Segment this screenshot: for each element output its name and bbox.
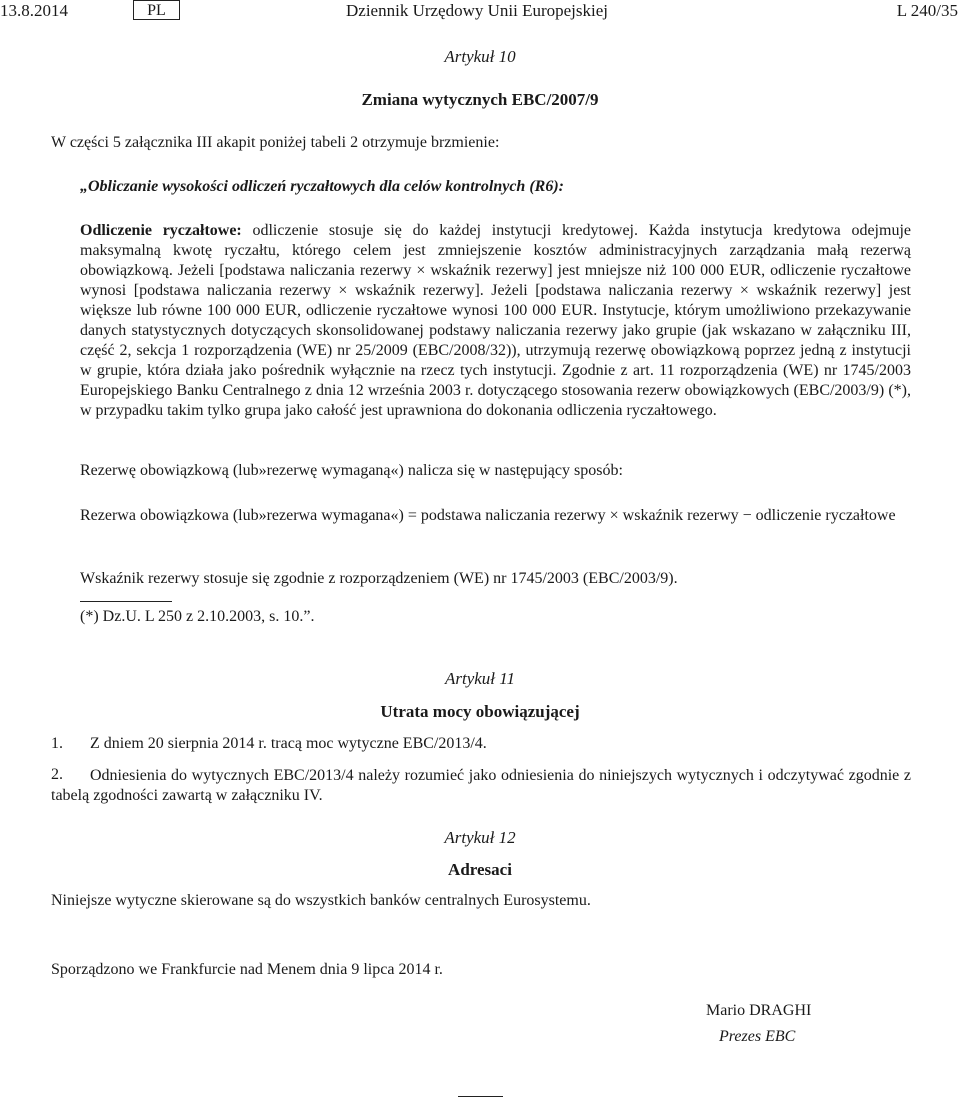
list-item-number: 1.: [51, 735, 63, 752]
place-and-date: Sporządzono we Frankfurcie nad Menem dnia 9 lipca 2014 r.: [51, 961, 443, 978]
article-11-title: Utrata mocy obowiązującej: [380, 702, 580, 721]
list-item-number: 2.: [51, 766, 63, 783]
reserve-ratio-paragraph: Wskaźnik rezerwy stosuje się zgodnie z rozporządzeniem (WE) nr 1745/2003 (EBC/2003/9).: [80, 570, 678, 587]
definition-text: odliczenie stosuje się do każdej instytucji kredytowej. Każda instytucja kredytowa odejmuje maksymalną kwotę ryczałtu, którego celem jest zmniejszenie kosztów administracyjnych zarządzania małą rezerwą obowiązkową. Jeżeli [podstawa naliczania rezerwy × wskaźnik rezerwy] jest mniejsze niż 100 000 EUR, odliczenie ryczałtowe wynosi [podstawa naliczania rezerwy × wskaźnik rezerwy]. Jeżeli [podstawa naliczania rezerwy × wskaźnik rezerwy] jest większe lub równe 100 000 EUR, odliczenie ryczałtowe wynosi 100 000 EUR. Instytucje, którym umożliwiono przekazywanie danych statystycznych dotyczących skonsolidowanej podstawy naliczania rezerwy jako grupie (jak wskazano w załączniku III, część 2, sekcja 1 rozporządzenia (WE) nr 25/2009 (EBC/2008/32)), utrzymują rezerwę obowiązkową poprzez jedną z instytucji w grupie, która działa jako pośrednik wyłącznie na rzecz tych instytucji. Zgodnie z art. 11 rozporządzenia (WE) nr 1745/2003 Europejskiego Banku Centralnego z dnia 12 września 2003 r. dotyczącego stosowania rezerw obowiązkowych (EBC/2003/9) (*), w przypadku takim tylko grupa jako całość jest uprawniona do dokonania odliczenia ryczałtowego.: [80, 222, 911, 419]
article-10-intro: W części 5 załącznika III akapit poniżej tabeli 2 otrzymuje brzmienie:: [51, 134, 500, 151]
reserve-calculation-paragraph: Rezerwę obowiązkową (lub»rezerwę wymaganą«) nalicza się w następujący sposób:: [80, 462, 623, 479]
definition-term: Odliczenie ryczałtowe:: [80, 222, 242, 239]
page-reference: L 240/35: [896, 1, 958, 20]
article-12-label: Artykuł 12: [444, 828, 516, 847]
article-11-label: Artykuł 11: [444, 669, 516, 688]
reserve-formula: Rezerwa obowiązkowa (lub»rezerwa wymagana«) = podstawa naliczania rezerwy × wskaźnik rezerwy − odliczenie ryczałtowe: [80, 507, 896, 524]
article-12-text: Niniejsze wytyczne skierowane są do wszystkich banków centralnych Eurosystemu.: [51, 892, 591, 909]
article-10-label: Artykuł 10: [444, 47, 516, 66]
header-date: 13.8.2014: [0, 1, 68, 20]
article-12-title: Adresaci: [448, 860, 512, 879]
definition-paragraph: [80, 221, 911, 421]
signatory-name: Mario DRAGHI: [706, 1002, 812, 1019]
list-item-text: Z dniem 20 sierpnia 2014 r. tracą moc wytyczne EBC/2013/4.: [90, 735, 487, 752]
journal-title: Dziennik Urzędowy Unii Europejskiej: [346, 1, 609, 20]
footnote: (*) Dz.U. L 250 z 2.10.2003, s. 10.”.: [80, 608, 315, 625]
list-item-text: Odniesienia do wytycznych EBC/2013/4 należy rozumieć jako odniesienia do niniejszych wytycznych i odczytywać zgodnie z tabelą zgodności zawartą w załączniku IV.: [51, 767, 911, 804]
language-code-box: PL: [133, 0, 180, 20]
quoted-subheading: „Obliczanie wysokości odliczeń ryczałtowych dla celów kontrolnych (R6):: [80, 178, 564, 195]
end-separator: [458, 1096, 503, 1097]
article-10-title: Zmiana wytycznych EBC/2007/9: [361, 90, 599, 109]
footnote-separator: [80, 601, 172, 602]
signatory-role: Prezes EBC: [719, 1028, 796, 1045]
